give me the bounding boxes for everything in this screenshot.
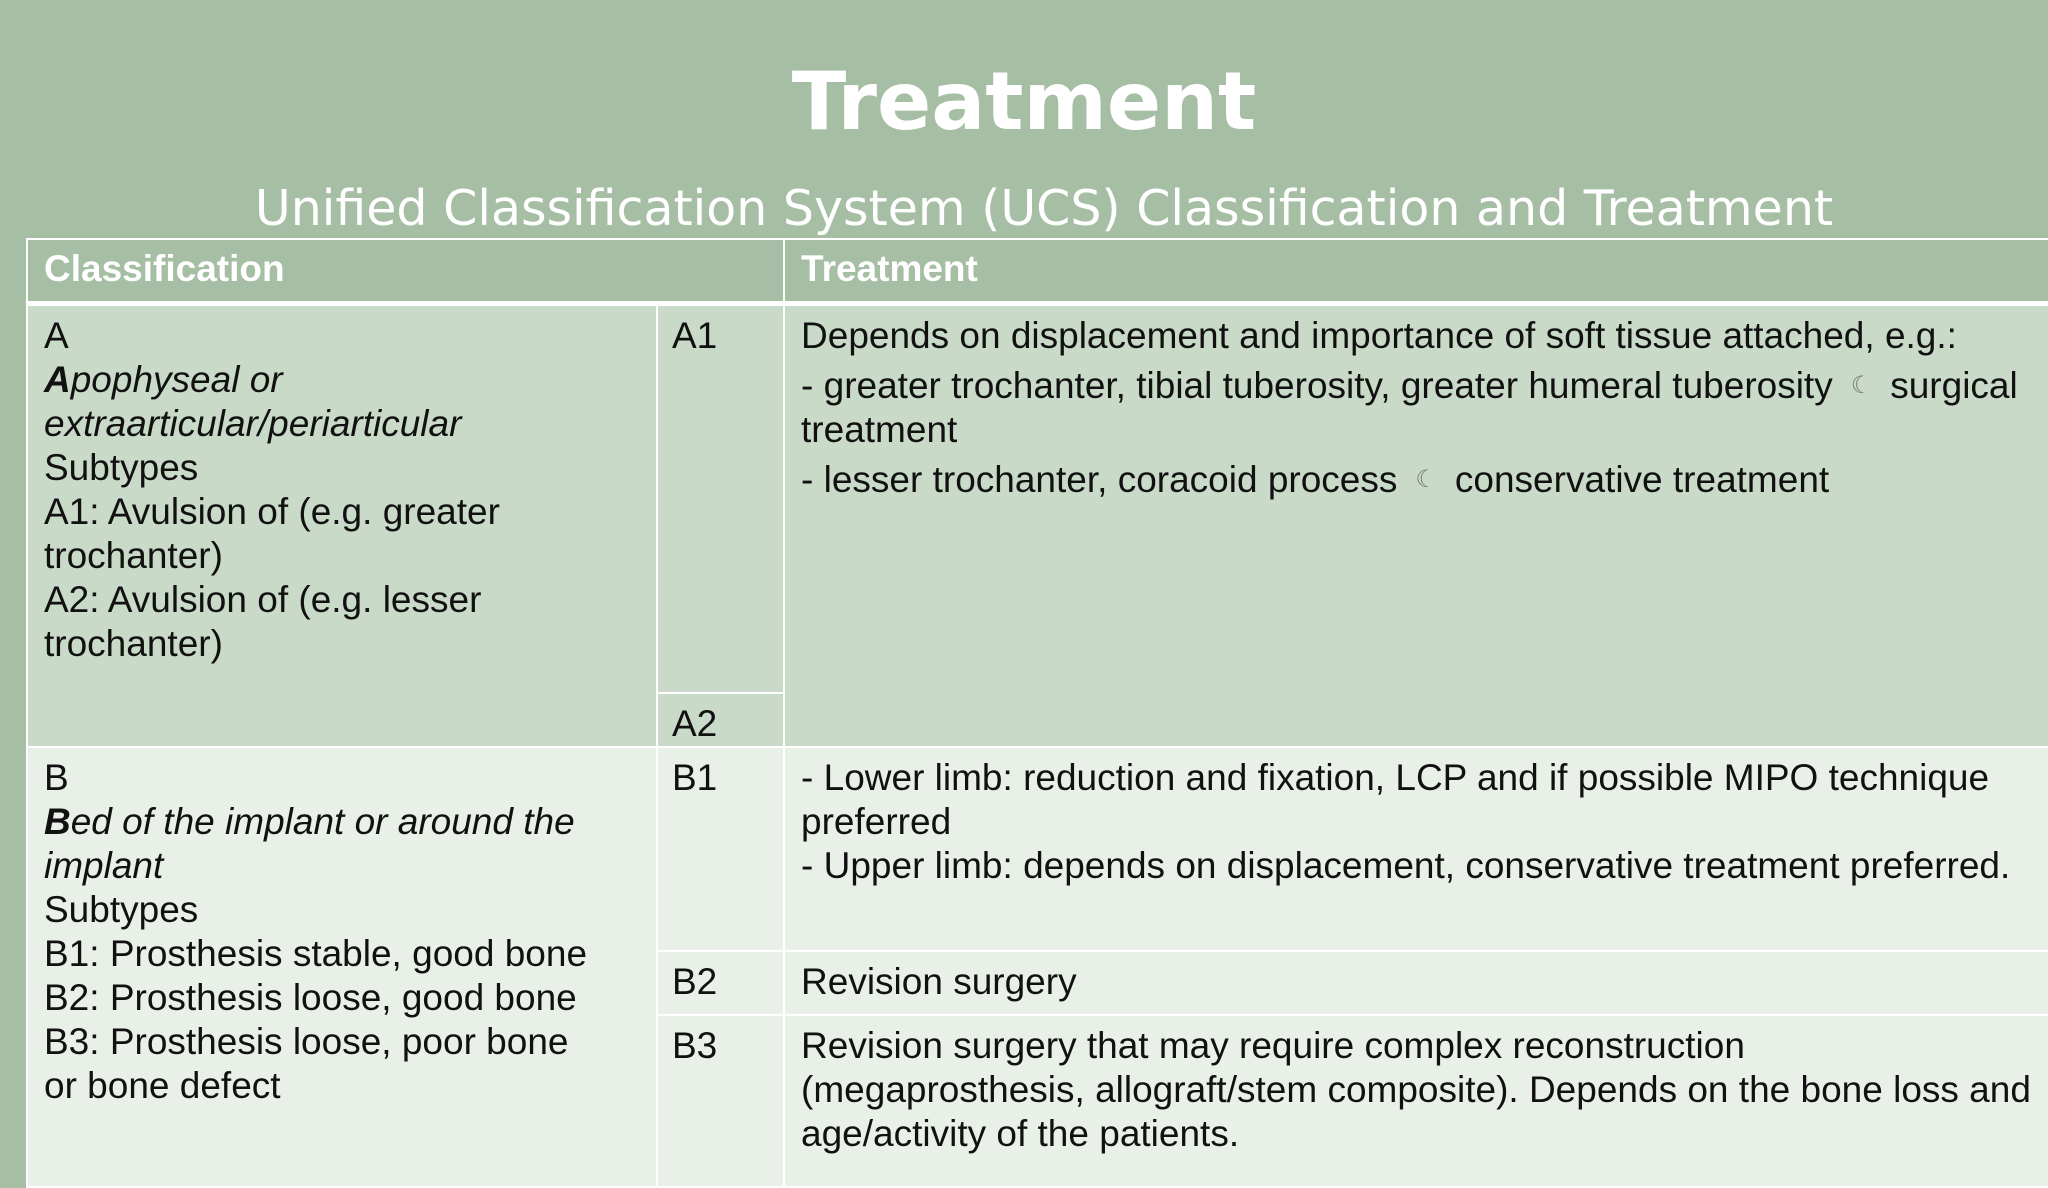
type-b2-treatment-cell <box>784 951 2048 1015</box>
type-a-name-line2: extraarticular/periarticular <box>44 402 462 444</box>
arrow-icon: ☾ <box>1850 371 1873 399</box>
type-b1-treatment-line1: - Lower limb: reduction and fixation, LCP and if possible MIPO technique preferred <box>801 757 1990 842</box>
table-header-row <box>27 239 2048 303</box>
type-b-name-rest: ed of the implant or around the <box>70 801 575 842</box>
type-a-subtypes-label: Subtypes <box>44 446 199 488</box>
type-b2-desc: B2: Prosthesis loose, good bone <box>44 977 577 1018</box>
type-a-letter: A <box>44 314 69 356</box>
type-b-subtypes-label: Subtypes <box>44 889 199 930</box>
table-row-type-a <box>27 303 2048 693</box>
type-b1-desc: B1: Prosthesis stable, good bone <box>44 933 588 974</box>
type-a-treatment-item1-text: - greater trochanter, tibial tuberosity, greater humeral tuberosity <box>801 364 1833 406</box>
code-b3: B3 <box>657 1015 784 1187</box>
header-classification: Classification <box>27 239 784 303</box>
ucs-classification-table <box>26 238 2048 1188</box>
header-treatment: Treatment <box>784 239 2048 303</box>
type-a-treatment-intro: Depends on displacement and importance of soft tissue attached, e.g.: <box>801 314 1957 356</box>
type-a-treatment-item1-result: surgical treatment <box>801 364 2018 450</box>
code-b2: B2 <box>657 951 784 1015</box>
code-a1: A1 <box>657 303 784 693</box>
type-a-treatment-item2-result: conservative treatment <box>1454 458 1830 500</box>
table-row-type-b1 <box>27 747 2048 951</box>
type-a2-desc-line2: trochanter) <box>44 622 223 664</box>
type-b3-desc-line2: or bone defect <box>44 1065 281 1106</box>
type-b1-treatment-line2: - Upper limb: depends on displacement, conservative treatment preferred. <box>801 845 2011 886</box>
type-b3-treatment-text: Revision surgery that may require complex reconstruction (megaprosthesis, allograft/stem composite). Depends on the bone loss and age/activity of the patients. <box>801 1025 2031 1154</box>
type-b3-treatment-cell <box>784 1015 2048 1187</box>
type-b-name <box>44 800 640 844</box>
type-a1-desc-line2: trochanter) <box>44 534 223 576</box>
type-a-name-initial: A <box>44 358 71 400</box>
type-a-treatment-item2 <box>801 458 2032 502</box>
code-a2: A2 <box>657 693 784 747</box>
type-a2-desc-line1: A2: Avulsion of (e.g. lesser <box>44 578 482 620</box>
type-a-name-rest: pophyseal or <box>70 358 283 400</box>
type-a-classification-cell <box>27 303 657 747</box>
type-b-classification-cell <box>27 747 657 1187</box>
slide-subtitle: Unified Classification System (UCS) Classification and Treatment <box>254 180 1834 237</box>
type-a-treatment-item1 <box>801 364 2032 452</box>
arrow-icon: ☾ <box>1415 465 1437 493</box>
type-b-letter: B <box>44 757 69 798</box>
type-b-name-line2: implant <box>44 845 164 886</box>
type-b2-treatment-text: Revision surgery <box>801 961 1077 1002</box>
type-b1-treatment-cell <box>784 747 2048 951</box>
code-b1: B1 <box>657 747 784 951</box>
type-b-name-initial: B <box>44 801 71 842</box>
type-a1-desc-line1: A1: Avulsion of (e.g. greater <box>44 490 500 532</box>
type-a-treatment-cell <box>784 303 2048 747</box>
slide-title: Treatment <box>791 55 1257 148</box>
type-a-name <box>44 358 640 402</box>
type-b3-desc-line1: B3: Prosthesis loose, poor bone <box>44 1021 569 1062</box>
type-a-treatment-item2-text: - lesser trochanter, coracoid process <box>801 458 1398 500</box>
